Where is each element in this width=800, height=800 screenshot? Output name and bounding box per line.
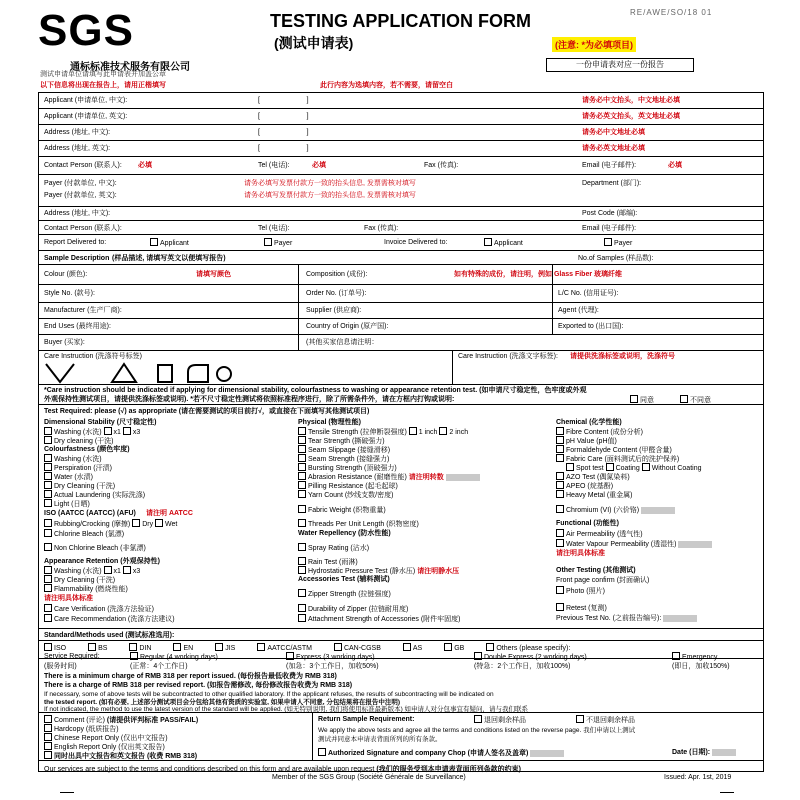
- note-5: If not indicated, the method to use the latest version of the standard will be applied. (如无特别说明, 我们将使用标准最新版本) 如申请人对分包事宜有疑问，请与我们联系: [44, 706, 529, 713]
- wash-icon: [46, 364, 74, 382]
- address-en-label: Address (地址, 英文):: [44, 145, 111, 152]
- form-number: RE/AWE/SO/18 01: [630, 8, 713, 17]
- applicant-en-required: 请务必英文抬头，英文地址必填: [582, 113, 680, 120]
- agent-label: Agent (代理):: [558, 307, 599, 314]
- note-4: the tested report. (如有必要, 上述部分测试项目会分包给其他有资质的实验室, 如果申请人不同意, 分包结果将在报告中注明): [44, 699, 401, 706]
- checkbox[interactable]: [215, 643, 223, 651]
- form-subtitle: (测试申请表): [274, 35, 354, 51]
- return-sample-label: Return Sample Requirement:: [318, 716, 415, 723]
- divider: [38, 404, 764, 405]
- air-permeability[interactable]: Air Permeability (透气性): [556, 529, 643, 539]
- corner-mark: [60, 792, 74, 793]
- cf-non-chlorine[interactable]: Non Chlorine Bleach (非氯漂): [44, 543, 146, 553]
- cf-dry-cleaning[interactable]: Dry Cleaning (干洗): [44, 481, 115, 491]
- invoice-payer-option[interactable]: Payer: [604, 238, 632, 248]
- english-report-option[interactable]: English Report Only (仅出英文报告): [44, 742, 165, 752]
- tear-strength[interactable]: Tear Strength (撕破强力): [298, 436, 385, 446]
- footer-member: Member of the SGS Group (Société Générale de Surveillance): [272, 774, 466, 781]
- both-report-option[interactable]: 同时出具中文报告和英文报告 (收费 RMB 318): [44, 751, 197, 761]
- cf-actual-laundering[interactable]: Actual Laundering (实际洗涤): [44, 490, 145, 500]
- abrasion[interactable]: Abrasion Resistance (耐磨性能) 请注明转数: [298, 472, 480, 482]
- cf-washing[interactable]: Washing (水洗): [44, 454, 102, 464]
- applicant-cn-required: 请务必中文抬头，中文地址必填: [582, 97, 680, 104]
- exported-label: Exported to (出口国):: [558, 323, 624, 330]
- invoice-applicant-option[interactable]: Applicant: [484, 238, 523, 248]
- divider: [38, 108, 764, 109]
- address-en-required: 请务必英文地址必填: [582, 145, 645, 152]
- bracket[interactable]: [ ]: [258, 113, 309, 120]
- colourfastness: Colourfastness (颜色牢度): [44, 446, 130, 453]
- fabric-weight[interactable]: Fabric Weight (织物重量): [298, 505, 386, 515]
- previous-report: Previous Test No. (之前报告编号):: [556, 614, 697, 623]
- fax-label: Fax (传真):: [424, 162, 459, 169]
- note-2: There is a charge of RMB 318 per revised report. (如报告需修改, 每份修改报告收费为 RMB 318): [44, 682, 353, 689]
- service-label: Service Required:: [44, 653, 100, 660]
- col-divider: [452, 350, 453, 384]
- payer-en-required: 请务必填写发票付款方一致的抬头信息, 发票需核对填写: [244, 192, 416, 199]
- colour-required: 请填写颜色: [196, 271, 231, 278]
- ph-value[interactable]: pH Value (pH值): [556, 436, 617, 446]
- cf-light[interactable]: Light (日晒): [44, 499, 90, 509]
- address-cn-required: 请务必中文地址必填: [582, 129, 645, 136]
- threads[interactable]: Threads Per Unit Length (织物密度): [298, 519, 419, 529]
- iron-icon: [188, 365, 208, 382]
- divider: [38, 264, 764, 265]
- spot-coating-options[interactable]: Spot test Coating Without Coating: [566, 463, 702, 473]
- bracket[interactable]: [ ]: [258, 97, 309, 104]
- checkbox[interactable]: [257, 643, 265, 651]
- contact-label: Contact Person (联系人):: [44, 162, 122, 169]
- agreement-1: We apply the above tests and agree all the terms and conditions listed on the reverse page. 我们申请以上测试: [318, 727, 636, 734]
- other-testing: Other Testing (其他测试): [556, 567, 636, 574]
- payer-cn-required: 请务必填写发票付款方一致的抬头信息, 发票需核对填写: [244, 180, 416, 187]
- care-disagree-option[interactable]: 不同意: [680, 395, 711, 405]
- report-delivered-label: Report Delivered to:: [44, 239, 107, 246]
- functional-required: 请注明具体标准: [556, 550, 605, 557]
- applicant-cn-label: Applicant (申请单位, 中文):: [44, 97, 128, 104]
- hydrostatic[interactable]: Hydrostatic Pressure Test (静水压) 请注明静水压: [298, 566, 459, 576]
- manufacturer-label: Manufacturer (生产厂商):: [44, 307, 122, 314]
- checkbox[interactable]: [173, 643, 181, 651]
- col-divider: [298, 264, 299, 350]
- checkbox[interactable]: [44, 643, 52, 651]
- dry-icon: [158, 365, 172, 382]
- report-applicant-option[interactable]: Applicant: [150, 238, 189, 248]
- divider: [38, 628, 764, 629]
- red-notice-2: 此行内容为选填内容，若不需要，请留空白: [320, 82, 453, 89]
- flammability-required: 请注明具体标准: [44, 595, 93, 602]
- postcode-label: Post Code (邮编):: [582, 210, 638, 217]
- photo-option[interactable]: Photo (照片): [556, 586, 605, 596]
- appearance-retention: Appearance Retention (外观保持性): [44, 558, 160, 565]
- bracket[interactable]: [ ]: [258, 145, 309, 152]
- return-option-1[interactable]: 退回剩余样品: [474, 715, 526, 725]
- service-emergency[interactable]: Emergency: [672, 652, 717, 662]
- functional: Functional (功能性): [556, 520, 619, 527]
- checkbox[interactable]: [604, 238, 612, 246]
- divider: [38, 640, 764, 641]
- standard-option-label: AATCC/ASTM: [267, 645, 312, 652]
- department-label: Department (部门):: [582, 180, 642, 187]
- invoice-delivered-label: Invoice Delivered to:: [384, 239, 448, 246]
- footer-terms: Our services are subject to the terms and conditions described on this form and are available upon request (我们的服务受到本申请表背面所列条款的约束): [44, 766, 521, 773]
- order-label: Order No. (订单号):: [306, 290, 367, 297]
- dryclean-icon: [217, 367, 231, 381]
- red-notice: 以下信息将出现在报告上，请用正楷填写: [40, 82, 166, 89]
- payer-cn-label: Payer (付款单位, 中文):: [44, 180, 117, 187]
- col-divider: [312, 712, 313, 760]
- colour-label: Colour (颜色):: [44, 271, 88, 278]
- service-express[interactable]: Express (3 working days): [286, 652, 375, 662]
- other-buyer-label: (其他买家信息请注明：: [306, 339, 379, 346]
- divider: [38, 220, 764, 221]
- cf-water[interactable]: Water (水渍): [44, 472, 93, 482]
- fibre-content[interactable]: Fibre Content (成份分析): [556, 427, 643, 437]
- zipper-strength[interactable]: Zipper Strength (拉链强度): [298, 589, 391, 599]
- rain-test[interactable]: Rain Test (雨淋): [298, 557, 358, 567]
- note-1: There is a minimum charge of RMB 318 per report issued. (每份报告最低收费为 RMB 318): [44, 673, 337, 680]
- agreement-2: 测试并同意本申请表背面所列的所有条款。: [318, 736, 442, 743]
- divider: [38, 156, 764, 157]
- checkbox[interactable]: [680, 395, 688, 403]
- service-regular[interactable]: Regular (4 working days): [130, 652, 218, 662]
- return-option-2[interactable]: 不退回剩余样品: [576, 715, 635, 725]
- service-double-cn: (特急：2个工作日，加收100%): [474, 663, 571, 670]
- sample-desc-cn: (样品描述, 请填写英文以便填写报告): [112, 255, 226, 262]
- retest-option[interactable]: Retest (复测): [556, 603, 607, 613]
- seam-slippage[interactable]: Seam Slippage (接缝滑移): [298, 445, 390, 455]
- standard-option-label: ISO: [54, 645, 67, 652]
- checkbox[interactable]: [444, 643, 452, 651]
- checkbox[interactable]: [630, 395, 638, 403]
- standard-option-label: AS: [412, 645, 423, 652]
- checkbox[interactable]: [264, 238, 272, 246]
- payer-contact-label: Contact Person (联系人):: [44, 225, 122, 232]
- composition-required: 如有特殊的成份，请注明，例如 Glass Fiber 玻璃纤维: [454, 271, 623, 278]
- physical: Physical (物理性能): [298, 419, 362, 426]
- payer-email-label: Email (电子邮件):: [582, 225, 637, 232]
- form-title: TESTING APPLICATION FORM: [270, 11, 531, 31]
- comment-option[interactable]: Comment (评论) (请提供评判标准 PASS/FAIL): [44, 715, 198, 725]
- end-uses-label: End Uses (最终用途):: [44, 323, 111, 330]
- divider: [38, 350, 764, 351]
- email-label: Email (电子邮件):: [582, 162, 637, 169]
- care-instruction-text-label: Care Instruction (洗涤文字标签):: [458, 353, 558, 360]
- care-recommendation[interactable]: Care Recommendation (洗涤方法建议): [44, 614, 175, 624]
- pilling[interactable]: Pilling Resistance (起毛起球): [298, 481, 398, 491]
- zipper-durability[interactable]: Durability of Zipper (拉链耐用度): [298, 604, 408, 614]
- service-express-cn: (加急：3个工作日，加收50%): [286, 663, 379, 670]
- payer-tel-label: Tel (电话):: [258, 225, 290, 232]
- bleach-icon: [112, 364, 136, 382]
- chemical: Chemical (化学性能): [556, 419, 622, 426]
- required-note: (注意: *为必填项目): [552, 37, 636, 52]
- attachment-strength[interactable]: Attachment Strength of Accessories (附件牢固度): [298, 614, 461, 624]
- buyer-label: Buyer (买家):: [44, 339, 85, 346]
- checkbox[interactable]: [403, 643, 411, 651]
- cf-perspiration[interactable]: Perspiration (汗渍): [44, 463, 112, 473]
- chinese-report-option[interactable]: Chinese Report Only (仅出中文报告): [44, 733, 168, 743]
- chromium[interactable]: Chromium (VI) (六价铬): [556, 505, 675, 515]
- footer-issued: Issued: Apr. 1st, 2019: [664, 774, 732, 781]
- payer-fax-label: Fax (传真):: [364, 225, 399, 232]
- divider: [38, 384, 764, 385]
- service-regular-cn: (正常：4个工作日): [130, 663, 188, 670]
- divider: [38, 234, 764, 235]
- divider: [38, 124, 764, 125]
- standard-option-label: Others (please specify):: [496, 645, 571, 652]
- service-emergency-cn: (即日，加收150%): [672, 663, 730, 670]
- divider: [38, 318, 764, 319]
- divider: [38, 206, 764, 207]
- front-page-confirm: Front page confirm (封面确认): [556, 577, 650, 584]
- standard-option-label: DIN: [139, 645, 152, 652]
- standard-option-label: CAN-CGSB: [343, 645, 381, 652]
- style-label: Style No. (款号):: [44, 290, 95, 297]
- bracket[interactable]: [ ]: [258, 129, 309, 136]
- service-double[interactable]: Double Express (2 working days): [474, 652, 587, 662]
- report-payer-option[interactable]: Payer: [264, 238, 292, 248]
- note-3: If necessary, some of above tests will be subcontracted to other qualified laboratory. If the applicant refuses, the results of subcontracting will be indicated on: [44, 691, 494, 698]
- tests-header: Test Required: please (√) as appropriate (请在需要测试的项目前打√，或直接在下面填写其他测试项目): [44, 408, 370, 415]
- flammability[interactable]: Flammability (燃烧性能): [44, 584, 128, 594]
- lc-label: L/C No. (信用证号):: [558, 290, 619, 297]
- checkbox[interactable]: [88, 643, 96, 651]
- applicant-en-label: Applicant (申请单位, 英文):: [44, 113, 128, 120]
- standard-option[interactable]: [215, 643, 235, 653]
- checkbox[interactable]: [484, 238, 492, 246]
- divider: [38, 284, 764, 285]
- care-instruction-label: Care Instruction (洗涤符号标签): [44, 353, 143, 360]
- water-repellency: Water Repellency (防水性能): [298, 530, 391, 537]
- formaldehyde[interactable]: Formaldehyde Content (甲醛含量): [556, 445, 672, 455]
- company-name: 通标标准技术服务有限公司: [70, 62, 190, 73]
- cf-chlorine[interactable]: Chlorine Bleach (氯漂): [44, 529, 124, 539]
- care-verification[interactable]: Care Verification (洗涤方法验证): [44, 604, 154, 614]
- care-note-line1: *Care instruction should be indicated if applying for dimensional stability, colourfastness to washing or appearance retention test. (如申请尺寸稳定性，色牢度或外观: [44, 387, 587, 394]
- one-form-box: 一份申请表对应一份报告: [546, 58, 694, 72]
- ar-dry-cleaning[interactable]: Dry Cleaning (干洗): [44, 575, 115, 585]
- checkbox[interactable]: [150, 238, 158, 246]
- standards-label: Standard/Methods used (测试标准选用):: [44, 632, 175, 639]
- dim-dry-cleaning[interactable]: Dry cleaning (干洗): [44, 436, 114, 446]
- tel-label: Tel (电话):: [258, 162, 290, 169]
- care-note-line2: 外观保持性测试项目，请提供洗涤标签或说明). *若不尺寸稳定性测试将依照标准程序进行，除了所需条件外，请在方框内打钩或说明:: [44, 396, 455, 403]
- cf-rubbing[interactable]: Rubbing/Crocking (摩擦) Dry Wet: [44, 519, 177, 529]
- dim-washing[interactable]: Washing (水洗) x1 x3: [44, 427, 140, 437]
- heavy-metal[interactable]: Heavy Metal (重金属): [556, 490, 633, 500]
- apeo[interactable]: APEO (烷基酚): [556, 481, 613, 491]
- email-required: 必填: [668, 162, 682, 169]
- ar-washing[interactable]: Washing (水洗) x1 x3: [44, 566, 140, 576]
- standard-option-label: JIS: [225, 645, 236, 652]
- address-cn-label: Address (地址, 中文):: [44, 129, 111, 136]
- divider: [38, 334, 764, 335]
- iso-aatcc: ISO (AATCC (AATCC) (AFU): [44, 510, 136, 517]
- divider: [38, 174, 764, 175]
- checkbox[interactable]: [129, 643, 137, 651]
- sample-desc-label: Sample Description: [44, 255, 110, 262]
- checkbox[interactable]: [334, 643, 342, 651]
- contact-required: 必填: [138, 162, 152, 169]
- tensile-strength[interactable]: Tensile Strength (拉伸断裂强度) 1 inch 2 inch: [298, 427, 468, 437]
- accessories-test: Accessories Test (辅料测试): [298, 576, 390, 583]
- corner-mark: [720, 792, 734, 793]
- company-subtitle: 测试申请单位请填写此申请表并加盖公章: [40, 71, 166, 78]
- care-required: 请提供洗涤标签或说明，洗涤符号: [570, 353, 675, 360]
- divider: [38, 250, 764, 251]
- standard-option-label: BS: [98, 645, 108, 652]
- care-agree-option[interactable]: 同意: [630, 395, 654, 405]
- checkbox[interactable]: [486, 643, 494, 651]
- origin-label: Country of Origin (原产国):: [306, 323, 389, 330]
- standard-option-label: GB: [454, 645, 465, 652]
- supplier-label: Supplier (供应商):: [306, 307, 362, 314]
- seam-strength[interactable]: Seam Strength (接缝强力): [298, 454, 389, 464]
- sgs-logo: SGS: [38, 6, 134, 55]
- dim-stability: Dimensional Stability (尺寸稳定性): [44, 419, 157, 426]
- tel-required: 必填: [312, 162, 326, 169]
- date-label: Date (日期):: [672, 748, 736, 757]
- fabric-care[interactable]: Fabric Care (面料测试后的洗护保养): [556, 454, 679, 464]
- vapour-permeability[interactable]: Water Vapour Permeability (透湿性): [556, 539, 712, 549]
- composition-label: Composition (成份):: [306, 271, 368, 278]
- divider: [38, 302, 764, 303]
- standard-option[interactable]: [403, 643, 422, 653]
- bursting-strength[interactable]: Bursting Strength (顶破强力): [298, 463, 397, 473]
- signature-label: Authorized Signature and company Chop (申请人签名及盖章): [318, 748, 564, 758]
- azo-test[interactable]: AZO Test (偶氮染料): [556, 472, 630, 482]
- no-samples-label: No.of Samples (样品数):: [578, 255, 654, 262]
- service-label-cn: (服务时间): [44, 663, 77, 670]
- spray-rating[interactable]: Spray Rating (沾水): [298, 543, 369, 553]
- iso-required: 请注明 AATCC: [146, 510, 193, 517]
- standard-option-label: EN: [183, 645, 194, 652]
- care-symbols: [42, 362, 232, 384]
- divider: [38, 140, 764, 141]
- standard-option[interactable]: [444, 643, 464, 653]
- hardcopy-option[interactable]: Hardcopy (纸质报告): [44, 724, 119, 734]
- yarn-count[interactable]: Yarn Count (纱线支数/密度): [298, 490, 393, 500]
- payer-address-label: Address (地址, 中文):: [44, 210, 111, 217]
- payer-en-label: Payer (付款单位, 英文):: [44, 192, 117, 199]
